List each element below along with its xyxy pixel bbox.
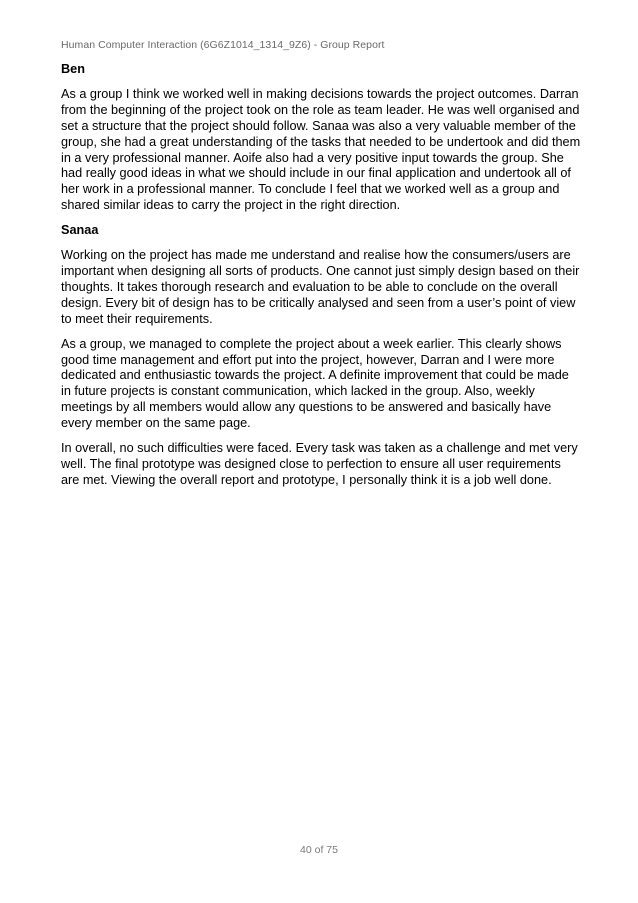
sanaa-paragraph-2: As a group, we managed to complete the project about a week earlier. This clearly shows good time management and effort put into the project, however, Darran and I were more dedicated and enthusiastic towards the project. A definite improvement that could be made in future projects is constant communication, which lacked in the group. Also, weekly meetings by all members would allow any questions to be answered and basically have every member on the same page.: [61, 336, 569, 431]
page-content: [61, 62, 581, 498]
sanaa-paragraph-1: Working on the project has made me understand and realise how the consumers/users are important when designing all sorts of products. One cannot just simply design based on their thoughts. It takes thorough research and evaluation to be able to conclude on the overall design. Every bit of design has to be critically analysed and seen from a user’s point of view to meet their requirements.: [61, 248, 580, 326]
running-header: Human Computer Interaction (6G6Z1014_1314_9Z6) - Group Report: [61, 39, 385, 51]
page-number: 40 of 75: [300, 844, 338, 856]
section-heading-sanaa: Sanaa: [61, 223, 99, 238]
sanaa-paragraph-3: In overall, no such difficulties were faced. Every task was taken as a challenge and met very well. The final prototype was designed close to perfection to ensure all user requirements are met. Viewing the overall report and prototype, I personally think it is a job well done.: [61, 441, 578, 487]
section-sanaa: [61, 223, 581, 489]
section-ben: [61, 62, 581, 214]
section-heading-ben: Ben: [61, 62, 85, 76]
ben-paragraph-1: As a group I think we worked well in making decisions towards the project outcomes. Darran from the beginning of the project took on the role as team leader. He was well organised and set a structure that the project should follow. Sanaa was also a very valuable member of the group, she had a great understanding of the tasks that needed to be undertook and did them in a very professional manner. Aoife also had a very positive input towards the group. She had really good ideas in what we should include in our final application and undertook all of her work in a professional manner. To conclude I feel that we worked well as a group and shared similar ideas to carry the project in the right direction.: [61, 86, 581, 213]
